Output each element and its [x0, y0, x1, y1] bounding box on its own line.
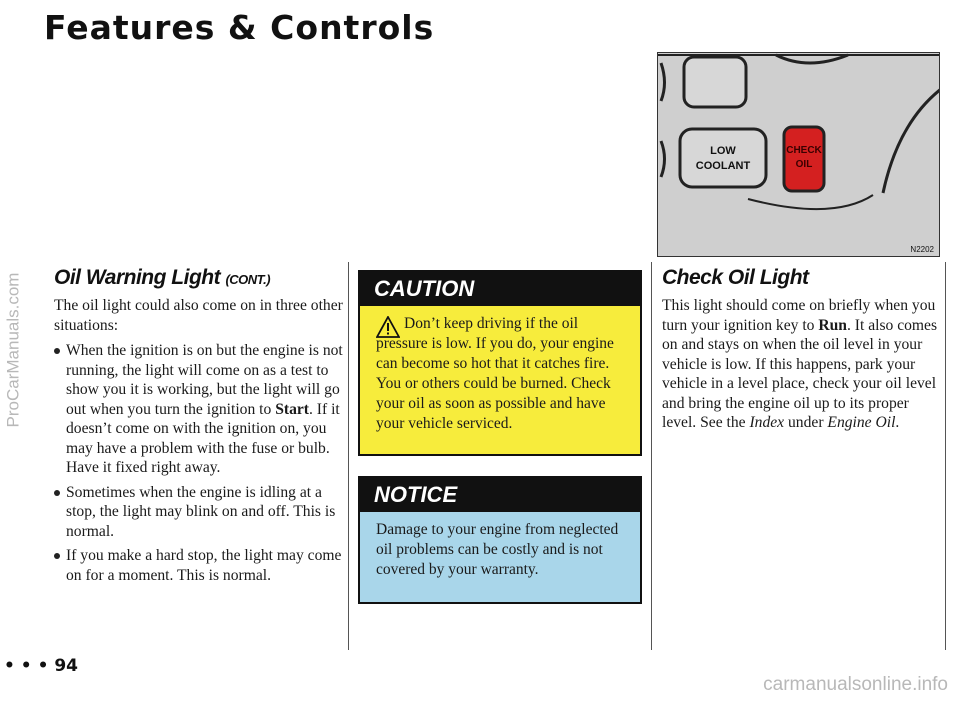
heading-text: Oil Warning Light	[54, 266, 221, 289]
right-column	[662, 266, 944, 433]
column-divider-1	[348, 262, 349, 650]
caution-box	[358, 270, 642, 456]
caution-text: Don’t keep driving if the oil pressure is low. If you do, your engine can become so hot that it catches fire. You or others could be burned. Check your oil as soon as possible and have your vehicle serviced.	[376, 315, 614, 432]
column-divider-3	[945, 262, 946, 650]
run-term: Run	[818, 316, 847, 334]
para-text-4: .	[895, 414, 900, 431]
watermark-left-text: ProCarManuals.com	[3, 272, 23, 428]
watermark-procarmanuals	[2, 220, 24, 480]
coolant-label: COOLANT	[695, 160, 751, 172]
intro-paragraph: The oil light could also come on in three other situations:	[54, 297, 343, 334]
low-label: LOW	[710, 145, 736, 157]
check-oil-paragraph	[662, 296, 944, 433]
bullet-0-text: When the ignition is on but the engine is not running, the light will come on as a test to show you it is working, but the light will go out when you turn the ignition to	[66, 342, 343, 418]
notice-text: Damage to your engine from neglected oil problems can be costly and is not covered by your warranty.	[376, 521, 619, 578]
situation-list	[54, 341, 344, 585]
start-term: Start	[275, 400, 309, 418]
heading-cont: (CONT.)	[225, 272, 271, 287]
index-term: Index	[749, 414, 785, 431]
engine-oil-term: Engine Oil	[827, 414, 896, 431]
para-text-3: under	[784, 414, 828, 431]
list-item	[54, 341, 344, 478]
warning-triangle-icon	[376, 316, 400, 338]
para-text-1: This light should come on briefly when you turn your ignition key to	[662, 297, 936, 334]
bullet-0-text-end: . If it doesn’t come on with the ignition on, you may have a problem with the fuse or bulb. Have it fixed right away.	[66, 400, 340, 476]
check-oil-light-heading: Check Oil Light	[662, 266, 809, 289]
page-number: • • • 94	[4, 656, 79, 676]
page-title: Features & Controls	[44, 8, 435, 47]
notice-box	[358, 476, 642, 604]
bullet-2-text: If you make a hard stop, the light may come on for a moment. This is normal.	[66, 547, 342, 584]
caution-header: CAUTION	[360, 272, 640, 306]
bullet-icon	[54, 490, 60, 496]
cluster-drawing	[658, 53, 940, 257]
instrument-cluster-illustration	[657, 52, 940, 257]
watermark-carmanualsonline: carmanualsonline.info	[763, 674, 948, 695]
bullet-icon	[54, 553, 60, 559]
oil-label: OIL	[795, 159, 813, 170]
check-label: CHECK	[786, 145, 822, 156]
para-text-2: . It also comes on and stays on when the oil level in your vehicle is low. If this happens, park your vehicle in a level place, check your oil level and bring the engine oil up to its proper level. See the	[662, 316, 938, 431]
bullet-1-text: Sometimes when the engine is idling at a stop, the light may blink on and off. This is normal.	[66, 483, 336, 540]
list-item	[54, 546, 344, 585]
list-item	[54, 483, 344, 542]
figure-id: N2202	[910, 245, 934, 254]
caution-body	[376, 314, 632, 434]
oil-warning-light-heading	[54, 266, 344, 290]
left-column	[54, 266, 344, 590]
bullet-icon	[54, 348, 60, 354]
notice-header: NOTICE	[360, 478, 640, 512]
column-divider-2	[651, 262, 652, 650]
